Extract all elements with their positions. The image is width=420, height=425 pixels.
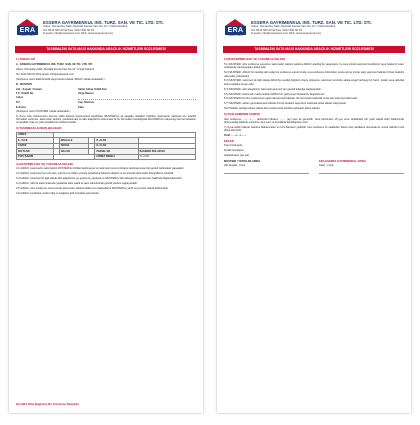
party-a-detail: Adres: Osmanbey Mah. Mustafa Kemal Cad. No:12 / 4 Sisli Istanbul xyxy=(16,67,94,71)
signature-block xyxy=(224,160,404,174)
clause-item: 5.8) Taraflar, tebligat adresi olarak isbu sozlesmede belirtilen adresleri kabul ederler. xyxy=(224,107,321,111)
table-cell: BAGIMSIZ BOLUM NO xyxy=(138,149,195,154)
clause-item: 5.2) MUSTERI, ARACI'nin tanittigi alici adayi ile sozlesme suresi icinde veya sozlesme bitiminden sonra alti ay icinde satis yapmasi halinde hizmet bedelini odemekle yukumludur. xyxy=(224,71,404,78)
field-row xyxy=(16,106,196,109)
party-a-note: (Sozlesme metni ERA Aracilik Gayrimenkul olarak 'ARACI' olarak anilacaktir.) xyxy=(16,77,105,81)
company-phone: Tel: 0212 000 00 00 Fax: 0212 000 00 01 xyxy=(251,28,303,32)
company-address: Adres: Osmanbey Mah. Mustafa Kemal Cad. No:12 / 4 Sisli Istanbul xyxy=(251,25,336,28)
customer-signature-label: MUSTERI / YETKILISI ADINA xyxy=(224,160,261,164)
contract-title-banner: TASINMAZIN SATILMASI HAKKINDA ARACILIK HIZMETLERI SOZLESMESI xyxy=(15,46,197,53)
contract-page-2 xyxy=(217,12,411,413)
table-cell: B. ALAN xyxy=(95,138,138,143)
date-line: Tarih : ...../...../....... xyxy=(224,133,247,137)
logo-roof-icon xyxy=(17,19,37,26)
section-title-aracinin: 4) ARACININ HAK VE YUKUMLULUKLERI xyxy=(16,161,73,166)
page-header xyxy=(217,12,411,46)
page-header xyxy=(9,12,203,46)
table-cell: IL / ILCE xyxy=(17,138,54,143)
clause-item: 4.3) ARACI, tasinmaz ile ilgili olarak alici adaylarina yer gosterme yapacak ve MUSTERI'yi alici adaylari ile gorusmeler hakkinda bilgilendirecektir. xyxy=(16,177,183,181)
company-name: ESSERA GAYRIMENKUL INS. TURZ. SAN. VE TIC. LTD. STI. xyxy=(43,20,164,25)
clause-item: 5.7) MUSTERI, satisin gerceklesmesi halinde hizmet bedelini tapu devri sirasinda pesin olarak odeyecektir. xyxy=(224,102,347,106)
field-label: T.C. Kimlik No xyxy=(16,91,34,95)
section-title-sure: 6) SOZLESMENIN SURESI xyxy=(224,111,260,116)
customer-signature xyxy=(224,160,309,174)
party-b-note: (Sozlesme metni 'MUSTERI' olarak anilacaktir.) xyxy=(16,109,71,113)
attachment-item: Kimlik Fotokopisi xyxy=(224,149,244,153)
company-block xyxy=(251,20,401,36)
field-label: Vergi Dairesi xyxy=(78,91,94,95)
field-label: Sirket Adina Yetkili Kisi xyxy=(78,87,107,91)
table-cell: ADRES xyxy=(17,132,54,137)
field-value-line xyxy=(78,96,196,100)
logo-tagline: REAL ESTATE xyxy=(228,35,243,37)
clause-item: 5.6) MUSTERI'nin isbu sozlesmeye aykiri davranmasi halinde, hizmet bedeli tutarinda cezai sart odemeyi kabul eder. xyxy=(224,97,358,101)
table-cell xyxy=(53,154,95,159)
company-address: Adres: Osmanbey Mah. Mustafa Kemal Cad. No:12 / 4 Sisli Istanbul xyxy=(43,25,128,28)
duration-paragraph: Isbu sozlesme ...../...../....... tarihinden itibaren ......... (ay) sure ile gecerlidir. Sure bitiminden 15 gun once taraflardan biri yazili olarak fesih bildiriminde bulunmadigi takdirde sozlesme ayni sure ve kosullarla kendiliginden uzar. xyxy=(224,117,404,124)
table-cell: PARSEL NO xyxy=(95,149,138,154)
page-body xyxy=(217,53,411,174)
attachment-item: Vekaletname (var ise) xyxy=(224,154,250,158)
clause-item: 5.4) MUSTERI, alici adaylarinin tasinmazi gezmesi icin gerekli kolayligi saglayacaktir. xyxy=(224,87,322,91)
section-title-ekler: EKLER xyxy=(224,138,234,143)
table-cell: HIZMET BEDELI xyxy=(95,154,138,159)
agency-signature xyxy=(319,160,404,174)
field-label: Adres xyxy=(16,96,24,100)
table-cell: % + KDV xyxy=(138,154,195,159)
era-logo xyxy=(17,19,38,41)
logo-word: ERA xyxy=(17,26,38,35)
field-label: Cep Telefonu xyxy=(78,101,95,105)
clause-item: 4.1) ARACI, tasinmazin satis fiyatini MUSTERI ile birlikte belirleyecek ve tasinmazi ucuncu kisilere tanitmak amaci ile gerekli calismalari yapacaktir. xyxy=(16,167,185,171)
field-label: Adi - Soyadi / Unvani xyxy=(16,87,42,91)
table-cell: ADA NO xyxy=(59,149,89,154)
agency-signature-label: ERA ESSERA GAYRIMENKUL ADINA xyxy=(319,160,366,164)
party-b: B - MUSTERI xyxy=(16,82,32,86)
table-cell: SOKAK xyxy=(59,143,89,148)
company-web: E-posta: info@eraessera.com Web: www.eraessera.com xyxy=(251,32,322,36)
signature-line xyxy=(224,167,309,174)
table-cell: CADDE xyxy=(17,143,54,148)
page-body xyxy=(9,53,203,195)
company-block xyxy=(43,20,193,36)
clause-item: 5.3) MUSTERI, tasinmaz ile ilgili olarak ARACI'ya verdigi bilgilerin dogru oldugunu, tasinmaz uzerinde satisa engel herhangi bir haciz, ipotek veya takyidat bulunmadigini beyan eder. xyxy=(224,79,404,86)
franchise-footer: Her ERA Ofisi Bagimsiz Bir Franchise Sirketidir. xyxy=(16,402,80,406)
clause-item: 4.4) ARACI, alici ile satici arasinda yapilacak satis vaadi ve tapu islemlerinde gerekli yardimi saglayacaktir. xyxy=(16,182,138,186)
party-a: A - ESSERA GAYRIMENKUL INS. TURZ. SAN. VE TIC. LTD. STI. xyxy=(16,63,94,67)
company-web: E-posta: info@eraessera.com Web: www.eraessera.com xyxy=(43,32,114,36)
era-logo xyxy=(225,19,246,41)
field-label: Faks xyxy=(78,105,84,109)
company-phone: Tel: 0212 000 00 00 Fax: 0212 000 00 01 xyxy=(43,28,95,32)
logo-roof-icon xyxy=(225,19,245,26)
table-cell: MAHALLE xyxy=(59,138,89,143)
subject-paragraph: 2) Konu isbu sozlesmenin konusu, ERA Essera Gayrimenkul tarafindan MUSTERI'ye ait asagida nitelikleri belirtilen tasinmazin satilmasi icin aracilik hizmetleri verilmesi, tasinmazin tanitimi, pazarlanmasi ve alici adaylarinin bulunmasi ile bu hizmetlerin karsiliginda MUSTERI'nin odeyecegi hizmet bedelinin ve taraflarin hak ve yukumluluklerinin belirlenmesidir. xyxy=(16,114,196,125)
field-row xyxy=(16,88,196,91)
signature-line xyxy=(319,167,404,174)
table-cell: PAFTA NO xyxy=(17,149,54,154)
field-row xyxy=(16,96,196,100)
clause-item: 4.2) ARACI, tasinmazi her turlu ilan, internet ve reklam yoluyla pazarlama hakkina sahiptir ve bu amacla tasinmazin fotograflarini cekebilir. xyxy=(16,172,174,176)
property-table xyxy=(16,132,196,160)
clause-item: 5.1) MUSTERI, isbu sozlesme suresince tasinmazin satisini yalnizca ARACI araciligi ile yapacagini, bu sure icinde tasinmazi kendisinin veya baska bir araci vasitasiyla satmayacagini kabul eder. xyxy=(224,63,404,70)
field-label: E-Posta xyxy=(16,105,26,109)
contract-page-1 xyxy=(9,12,203,413)
field-row xyxy=(16,101,196,104)
table-cell: TAPU SAHIBI xyxy=(17,154,54,159)
contract-title-banner: TASINMAZIN SATILMASI HAKKINDA ARACILIK HIZMETLERI SOZLESMESI xyxy=(223,46,405,53)
section-title-musteri: 5) MUSTERININ HAK VE YUKUMLULUKLERI xyxy=(224,57,285,62)
logo-tagline: REAL ESTATE xyxy=(20,35,35,37)
company-name: ESSERA GAYRIMENKUL INS. TURZ. SAN. VE TIC. LTD. STI. xyxy=(251,20,372,25)
customer-signature-sub: Adi Soyadi - Imza xyxy=(224,163,246,167)
clause-item: 4.5) ARACI, isbu sozlesme suresi icinde tasinmazin satisina iliskin tum faaliyetlerini MUSTERI'ye yazili veya sozlu olarak bildirecektir. xyxy=(16,186,169,190)
dispute-paragraph: 7) Uyusmazlik halinde Istanbul Mahkemeleri ve Icra Daireleri yetkilidir. Isbu sozlesme 8 maddeden ibaret olup taraflarca okunarak iki nusha halinde imza altina alinmistir. xyxy=(224,125,404,133)
logo-word: ERA xyxy=(225,26,246,35)
section-title-taraflar: 1) TARAFLAR xyxy=(16,57,35,62)
attachment-item: Tapu Fotokopisi xyxy=(224,144,243,148)
clause-item: 4.6) ARACI, kendisine verilen bilgi ve belgeleri gizli tutmakla yukumludur. xyxy=(16,191,100,195)
field-label: Tel xyxy=(16,101,20,105)
agency-signature-sub: Kase - Imza xyxy=(319,163,334,167)
table-cell: N. ALAN xyxy=(95,143,138,148)
section-title-tasinmaz: 3) TASINMAZA ILISKIN BILGILER xyxy=(16,126,62,131)
table-row xyxy=(17,154,196,159)
party-a-contact: Tel: 0212 000 00 00 E-posta: info@eraessera.com xyxy=(16,72,74,76)
field-row xyxy=(16,92,196,95)
clause-item: 5.5) MUSTERI, tasinmazin satis bedelini ARACI'nin yazili onayi olmaksizin degistiremez. xyxy=(224,92,326,96)
